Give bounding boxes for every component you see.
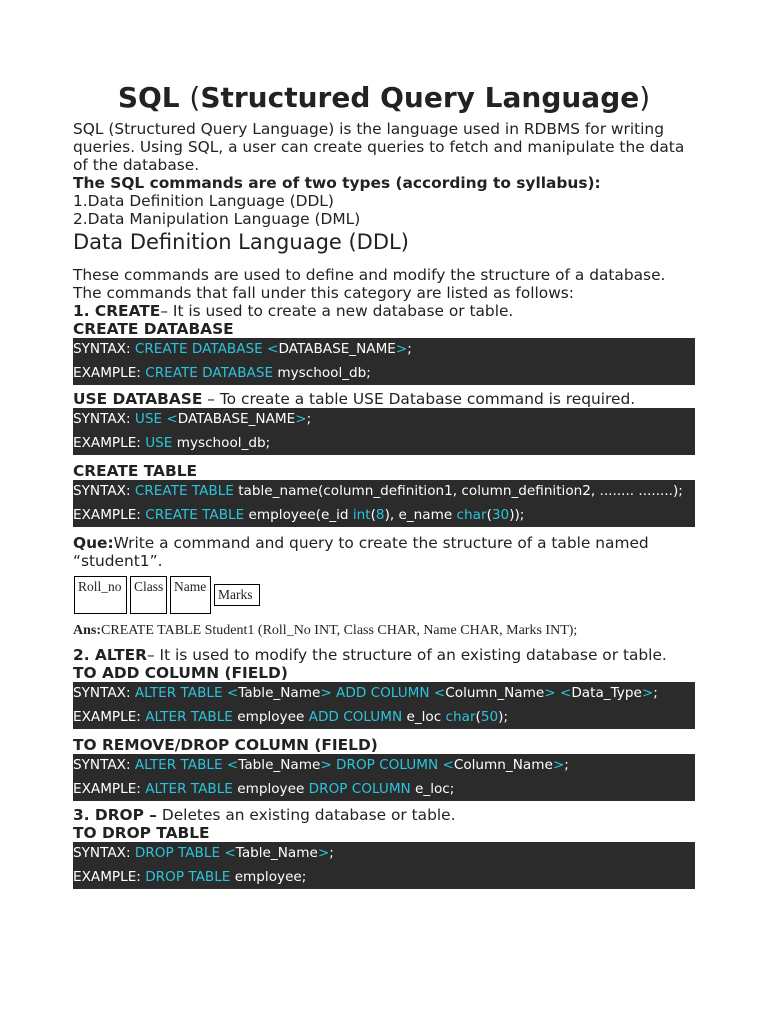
code-keyword: < [267,341,279,357]
code-block-drop-column [73,754,695,801]
code-text: Column_Name [445,685,545,701]
type-item-ddl: 1.Data Definition Language (DDL) [73,192,334,210]
code-text: ( [486,506,492,523]
code-block-create-database [73,338,695,385]
code-keyword: ALTER TABLE [134,757,227,773]
code-line [73,408,693,432]
code-keyword: < [166,411,178,427]
code-block-drop-table [73,842,695,889]
code-text: ; [306,411,312,427]
ddl-description: These commands are used to define and modify the structure of a database. The commands that fall under this category are listed as follows: [73,266,666,302]
question-label: Que: [73,534,114,552]
code-keyword: CREATE DATABASE [134,341,268,357]
code-keyword: ALTER TABLE [145,708,233,725]
code-keyword: < [559,685,572,701]
code-line [73,362,693,386]
code-keyword: DROP COLUMN [331,757,443,773]
code-keyword: 50 [480,708,499,725]
create-desc: – It is used to create a new database or table. [160,302,514,320]
code-keyword: USE [145,434,173,451]
code-text: myschool_db; [273,364,371,381]
code-keyword: ADD COLUMN [308,708,403,725]
code-line [73,754,693,778]
code-keyword: 30 [491,506,510,523]
code-keyword: ALTER TABLE [145,780,233,797]
code-block-create-table [73,480,695,527]
title-main: SQL [117,81,180,114]
code-keyword: ADD COLUMN [331,685,434,701]
drop-column-heading: TO REMOVE/DROP COLUMN (FIELD) [73,736,378,754]
create-database-heading: CREATE DATABASE [73,320,234,338]
code-text: Column_Name [453,757,553,773]
alter-desc: – It is used to modify the structure of an existing database or table. [146,646,667,664]
code-text: ; [564,757,569,773]
title-rest: Structured Query Language [200,81,640,114]
title-paren-open: ( [189,81,201,114]
code-text: Table_Name [238,685,321,701]
code-text: SYNTAX: [73,483,135,499]
code-block-add-column [73,682,695,729]
code-keyword: CREATE TABLE [134,483,234,499]
code-text: EXAMPLE: [73,708,146,725]
code-text: EXAMPLE: [73,868,146,885]
table-cell-name: Name [170,576,211,614]
drop-desc: Deletes an existing database or table. [156,806,456,824]
code-keyword: ALTER TABLE [134,685,227,701]
page-title [73,78,695,120]
type-item-dml: 2.Data Manipulation Language (DML) [73,210,361,228]
code-line [73,480,693,504]
code-text: SYNTAX: [73,845,135,861]
code-keyword: DROP COLUMN [308,780,411,797]
code-text: employee; [230,868,307,885]
code-text: ; [407,341,412,357]
drop-table-heading: TO DROP TABLE [73,824,210,842]
title-paren-close: ) [639,81,651,114]
code-text: e_loc [402,708,446,725]
code-keyword: > [295,411,307,427]
code-text: employee(e_id [244,506,353,523]
code-keyword: CREATE DATABASE [145,364,274,381]
code-text: ; [653,685,658,701]
drop-label: 3. DROP – [73,806,157,824]
code-keyword: > [544,685,556,701]
code-text: DATABASE_NAME [278,341,396,357]
question-line [73,534,695,570]
document [73,78,695,889]
code-text: SYNTAX: [73,757,135,773]
answer-line [73,622,695,640]
code-text: Data_Type [571,685,642,701]
code-text: )); [509,506,525,523]
code-text: ; [329,845,334,861]
alter-label: 2. ALTER [73,646,147,664]
code-keyword: CREATE TABLE [145,506,245,523]
code-keyword: USE [134,411,167,427]
use-database-line [73,390,695,408]
code-text: EXAMPLE: [73,506,146,523]
code-keyword: < [226,685,239,701]
code-line [73,682,693,706]
code-text: EXAMPLE: [73,364,146,381]
code-keyword: < [433,685,446,701]
code-keyword: 8 [375,506,385,523]
code-keyword: > [552,757,565,773]
code-text: ( [370,506,376,523]
code-keyword: > [395,341,408,357]
code-text: e_loc; [410,780,455,797]
code-keyword: char [445,708,476,725]
code-block-use-database [73,408,695,455]
code-keyword: > [641,685,654,701]
create-intro [73,302,695,320]
code-text: EXAMPLE: [73,434,146,451]
table-cell-marks: Marks [214,584,260,606]
use-database-label: USE DATABASE [73,390,203,408]
code-text: SYNTAX: [73,411,135,427]
code-keyword: < [224,845,236,861]
code-text: table_name(column_definition1, column_definition2, ........ ........); [233,483,683,499]
types-heading: The SQL commands are of two types (according to syllabus): [73,174,601,192]
answer-text: CREATE TABLE Student1 (Roll_No INT, Class CHAR, Name CHAR, Marks INT); [101,623,578,638]
intro-paragraph: SQL (Structured Query Language) is the language used in RDBMS for writing queries. Using SQL, a user can create queries to fetch and manipulate the data of the database. [73,120,685,174]
use-database-desc: – To create a table USE Database command is required. [202,390,636,408]
code-keyword: DROP TABLE [134,845,225,861]
table-cell-class: Class [130,576,167,614]
code-text: SYNTAX: [73,341,135,357]
create-table-heading: CREATE TABLE [73,462,198,480]
code-text: employee [232,780,309,797]
table-cell-roll-no: Roll_no [74,576,127,614]
code-text: Table_Name [238,757,321,773]
code-keyword: > [317,845,330,861]
code-text: DATABASE_NAME [177,411,296,427]
answer-label: Ans: [73,623,102,638]
code-keyword: > [320,685,332,701]
code-line [73,432,693,456]
alter-intro [73,646,695,664]
code-line [73,338,693,362]
code-keyword: > [320,757,332,773]
code-line [73,866,693,890]
code-keyword: int [352,506,371,523]
code-keyword: < [226,757,239,773]
question-text: Write a command and query to create the structure of a table named “student1”. [73,534,649,570]
code-line [73,842,693,866]
code-text: Table_Name [235,845,318,861]
code-line [73,706,693,730]
code-text: ), e_name [384,506,457,523]
code-keyword: DROP TABLE [145,868,231,885]
create-label: 1. CREATE [73,302,161,320]
code-keyword: < [442,757,454,773]
code-text: EXAMPLE: [73,780,146,797]
code-line [73,778,693,802]
code-keyword: char [456,506,487,523]
add-column-heading: TO ADD COLUMN (FIELD) [73,664,288,682]
code-text: SYNTAX: [73,685,135,701]
ddl-heading: Data Definition Language (DDL) [73,230,409,254]
code-text: ( [475,708,481,725]
code-text: employee [232,708,309,725]
student-table-example [74,576,695,614]
code-text: myschool_db; [172,434,271,451]
code-line [73,504,693,528]
drop-intro [73,806,695,824]
code-text: ); [498,708,509,725]
